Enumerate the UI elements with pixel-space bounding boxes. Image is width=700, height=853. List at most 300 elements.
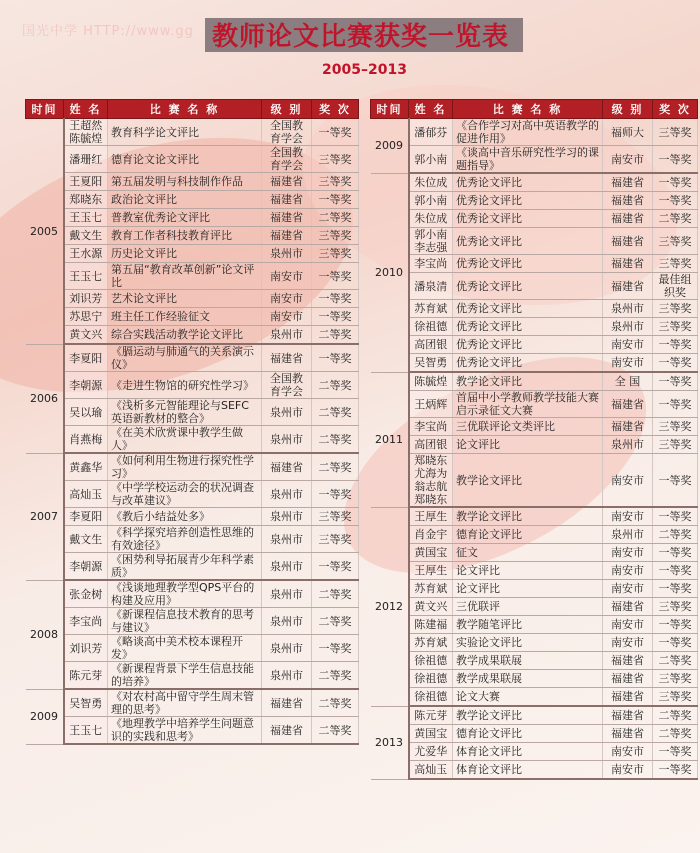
contest-cell: 《科学探究培养创造性思维的有效途径》 bbox=[108, 526, 262, 553]
award-cell: 一等奖 bbox=[653, 454, 698, 508]
name-cell: 王玉七 bbox=[64, 263, 108, 290]
name-cell: 高团银 bbox=[409, 436, 453, 454]
contest-cell: 教学论文评比 bbox=[453, 454, 603, 508]
award-cell: 三等奖 bbox=[653, 228, 698, 255]
award-cell: 二等奖 bbox=[312, 689, 359, 717]
name-cell: 刘识芳 bbox=[64, 290, 108, 308]
table-row bbox=[371, 562, 698, 580]
award-cell: 一等奖 bbox=[653, 544, 698, 562]
level-cell: 福建省 bbox=[603, 418, 653, 436]
table-row bbox=[371, 372, 698, 391]
table-row bbox=[371, 255, 698, 273]
award-cell: 二等奖 bbox=[312, 399, 359, 426]
name-cell: 徐祖德 bbox=[409, 670, 453, 688]
contest-cell: 优秀论文评比 bbox=[453, 210, 603, 228]
contest-cell: 教学论文评比 bbox=[453, 507, 603, 526]
contest-cell: 《中学学校运动会的状况调查与改革建议》 bbox=[108, 481, 262, 508]
award-cell: 一等奖 bbox=[653, 391, 698, 418]
award-cell: 三等奖 bbox=[312, 245, 359, 263]
table-row bbox=[26, 662, 359, 690]
table-header-row bbox=[371, 100, 698, 119]
level-cell: 福建省 bbox=[603, 670, 653, 688]
name-cell: 李夏阳 bbox=[64, 508, 108, 526]
level-cell: 泉州市 bbox=[603, 436, 653, 454]
table-row bbox=[371, 173, 698, 192]
name-cell: 王玉七 bbox=[64, 209, 108, 227]
name-cell: 陈元芽 bbox=[64, 662, 108, 690]
award-cell: 三等奖 bbox=[312, 508, 359, 526]
award-cell: 三等奖 bbox=[312, 146, 359, 173]
col-header-year: 时间 bbox=[26, 100, 64, 119]
table-row bbox=[371, 146, 698, 174]
contest-cell: 第五届“教育改革创新”论文评比 bbox=[108, 263, 262, 290]
contest-cell: 《如何利用生物进行探究性学习》 bbox=[108, 453, 262, 481]
name-cell: 黄国宝 bbox=[409, 725, 453, 743]
contest-cell: 教学成果联展 bbox=[453, 670, 603, 688]
name-cell: 高灿玉 bbox=[409, 761, 453, 780]
contest-cell: 《地理教学中培养学生问题意识的实践和思考》 bbox=[108, 717, 262, 745]
name-cell: 王厚生 bbox=[409, 507, 453, 526]
name-cell: 黄文兴 bbox=[409, 598, 453, 616]
award-cell: 一等奖 bbox=[653, 336, 698, 354]
level-cell: 福建省 bbox=[262, 191, 312, 209]
table-row bbox=[371, 634, 698, 652]
contest-cell: 优秀论文评比 bbox=[453, 255, 603, 273]
contest-cell: 优秀论文评比 bbox=[453, 192, 603, 210]
name-cell: 肖燕梅 bbox=[64, 426, 108, 454]
award-cell: 一等奖 bbox=[312, 290, 359, 308]
table-row bbox=[26, 245, 359, 263]
contest-cell: 《谈高中音乐研究性学习的课题指导》 bbox=[453, 146, 603, 174]
contest-cell: 三优联评 bbox=[453, 598, 603, 616]
award-cell: 三等奖 bbox=[653, 436, 698, 454]
table-row bbox=[371, 436, 698, 454]
page-title: 教师论文比赛获奖一览表 bbox=[212, 22, 510, 52]
table-row bbox=[371, 743, 698, 761]
level-cell: 福师大 bbox=[603, 119, 653, 146]
award-cell: 三等奖 bbox=[653, 255, 698, 273]
name-cell: 郭小南 bbox=[409, 146, 453, 174]
contest-cell: 优秀论文评比 bbox=[453, 300, 603, 318]
level-cell: 泉州市 bbox=[262, 608, 312, 635]
level-cell: 南安市 bbox=[603, 146, 653, 174]
name-cell: 尤爱华 bbox=[409, 743, 453, 761]
contest-cell: 三优联评论文类评比 bbox=[453, 418, 603, 436]
contest-cell: 优秀论文评比 bbox=[453, 273, 603, 300]
contest-cell: 普教室优秀论文评比 bbox=[108, 209, 262, 227]
contest-cell: 德育论文评比 bbox=[453, 526, 603, 544]
name-cell: 高团银 bbox=[409, 336, 453, 354]
level-cell: 泉州市 bbox=[262, 399, 312, 426]
level-cell: 泉州市 bbox=[603, 300, 653, 318]
table-row bbox=[26, 119, 359, 146]
contest-cell: 论文大赛 bbox=[453, 688, 603, 707]
awards-table-left bbox=[25, 99, 359, 745]
name-cell: 李朝源 bbox=[64, 553, 108, 581]
level-cell: 南安市 bbox=[262, 263, 312, 290]
level-cell: 南安市 bbox=[603, 580, 653, 598]
level-cell: 泉州市 bbox=[262, 481, 312, 508]
level-cell: 福建省 bbox=[603, 725, 653, 743]
award-cell: 一等奖 bbox=[653, 173, 698, 192]
table-row bbox=[371, 228, 698, 255]
contest-cell: 《合作学习对高中英语教学的促进作用》 bbox=[453, 119, 603, 146]
level-cell: 福建省 bbox=[603, 688, 653, 707]
col-header-contest: 比 赛 名 称 bbox=[453, 100, 603, 119]
level-cell: 福建省 bbox=[603, 652, 653, 670]
contest-cell: 优秀论文评比 bbox=[453, 354, 603, 373]
award-cell: 三等奖 bbox=[653, 119, 698, 146]
table-row bbox=[371, 526, 698, 544]
award-cell: 三等奖 bbox=[312, 173, 359, 191]
awards-table-left-body bbox=[26, 119, 359, 745]
table-row bbox=[26, 308, 359, 326]
level-cell: 南安市 bbox=[603, 761, 653, 780]
contest-cell: 《困势利导拓展青少年科学素质》 bbox=[108, 553, 262, 581]
table-row bbox=[26, 227, 359, 245]
contest-cell: 教育工作者科技教育评比 bbox=[108, 227, 262, 245]
level-cell: 全国教育学会 bbox=[262, 119, 312, 146]
level-cell: 福建省 bbox=[603, 598, 653, 616]
level-cell: 福建省 bbox=[603, 255, 653, 273]
contest-cell: 《膈运动与肺通气的关系演示仪》 bbox=[108, 344, 262, 372]
level-cell: 福建省 bbox=[603, 228, 653, 255]
table-row bbox=[26, 372, 359, 399]
table-row bbox=[26, 344, 359, 372]
contest-cell: 论文评比 bbox=[453, 580, 603, 598]
table-row bbox=[371, 507, 698, 526]
contest-cell: 教学随笔评比 bbox=[453, 616, 603, 634]
contest-cell: 《教后小结益处多》 bbox=[108, 508, 262, 526]
year-cell: 2011 bbox=[371, 372, 409, 507]
table-row bbox=[26, 608, 359, 635]
col-header-year: 时间 bbox=[371, 100, 409, 119]
table-row bbox=[371, 418, 698, 436]
level-cell: 泉州市 bbox=[262, 635, 312, 662]
table-row bbox=[371, 725, 698, 743]
name-cell: 黄国宝 bbox=[409, 544, 453, 562]
year-cell: 2009 bbox=[371, 119, 409, 174]
table-row bbox=[371, 670, 698, 688]
name-cell: 李朝源 bbox=[64, 372, 108, 399]
name-cell: 朱位成 bbox=[409, 173, 453, 192]
award-cell: 二等奖 bbox=[312, 453, 359, 481]
table-row bbox=[371, 336, 698, 354]
contest-cell: 德育论文论文评比 bbox=[108, 146, 262, 173]
level-cell: 福建省 bbox=[262, 209, 312, 227]
award-cell: 最佳组织奖 bbox=[653, 273, 698, 300]
award-cell: 一等奖 bbox=[653, 580, 698, 598]
site-header: 国光中学 HTTP://www.gg bbox=[22, 24, 194, 39]
name-cell: 郑晓东 尤海为 翁志航 郑晓东 bbox=[409, 454, 453, 508]
award-cell: 一等奖 bbox=[653, 146, 698, 174]
name-cell: 徐祖德 bbox=[409, 688, 453, 707]
award-cell: 二等奖 bbox=[653, 725, 698, 743]
award-cell: 二等奖 bbox=[653, 210, 698, 228]
name-cell: 陈毓煌 bbox=[409, 372, 453, 391]
year-cell: 2009 bbox=[26, 689, 64, 744]
level-cell: 南安市 bbox=[603, 743, 653, 761]
award-cell: 一等奖 bbox=[653, 743, 698, 761]
level-cell: 福建省 bbox=[603, 173, 653, 192]
col-header-name: 姓 名 bbox=[409, 100, 453, 119]
table-row bbox=[371, 544, 698, 562]
year-cell: 2010 bbox=[371, 173, 409, 372]
table-row bbox=[26, 263, 359, 290]
award-cell: 二等奖 bbox=[312, 580, 359, 608]
name-cell: 张金树 bbox=[64, 580, 108, 608]
award-cell: 三等奖 bbox=[312, 526, 359, 553]
level-cell: 福建省 bbox=[603, 192, 653, 210]
name-cell: 苏育斌 bbox=[409, 580, 453, 598]
level-cell: 福建省 bbox=[262, 227, 312, 245]
level-cell: 南安市 bbox=[603, 616, 653, 634]
contest-cell: 《浅谈地理教学型QPS平台的构建及应用》 bbox=[108, 580, 262, 608]
level-cell: 全 国 bbox=[603, 372, 653, 391]
table-row bbox=[371, 652, 698, 670]
year-cell: 2006 bbox=[26, 344, 64, 453]
award-cell: 三等奖 bbox=[653, 318, 698, 336]
col-header-name: 姓 名 bbox=[64, 100, 108, 119]
table-row bbox=[371, 454, 698, 508]
level-cell: 南安市 bbox=[603, 562, 653, 580]
name-cell: 徐祖德 bbox=[409, 652, 453, 670]
year-range: 2005–2013 bbox=[322, 62, 407, 78]
award-cell: 二等奖 bbox=[312, 426, 359, 454]
contest-cell: 教学论文评比 bbox=[453, 372, 603, 391]
level-cell: 福建省 bbox=[603, 706, 653, 725]
contest-cell: 《走进生物馆的研究性学习》 bbox=[108, 372, 262, 399]
col-header-contest: 比 赛 名 称 bbox=[108, 100, 262, 119]
award-cell: 三等奖 bbox=[653, 598, 698, 616]
table-row bbox=[371, 192, 698, 210]
table-row bbox=[26, 481, 359, 508]
level-cell: 福建省 bbox=[262, 344, 312, 372]
year-cell: 2007 bbox=[26, 453, 64, 580]
table-row bbox=[26, 426, 359, 454]
contest-cell: 论文评比 bbox=[453, 562, 603, 580]
award-cell: 二等奖 bbox=[312, 717, 359, 745]
award-cell: 一等奖 bbox=[312, 635, 359, 662]
contest-cell: 《在美术欣赏课中教学生做人》 bbox=[108, 426, 262, 454]
contest-cell: 体育论文评比 bbox=[453, 743, 603, 761]
contest-cell: 优秀论文评比 bbox=[453, 318, 603, 336]
name-cell: 王炳辉 bbox=[409, 391, 453, 418]
table-row bbox=[26, 146, 359, 173]
award-cell: 二等奖 bbox=[312, 372, 359, 399]
table-row bbox=[26, 526, 359, 553]
table-row bbox=[26, 508, 359, 526]
level-cell: 福建省 bbox=[262, 717, 312, 745]
name-cell: 郭小南 李志强 bbox=[409, 228, 453, 255]
awards-table-right-body bbox=[371, 119, 698, 780]
award-cell: 一等奖 bbox=[312, 481, 359, 508]
award-cell: 一等奖 bbox=[312, 553, 359, 581]
name-cell: 黄文兴 bbox=[64, 326, 108, 345]
name-cell: 李宝尚 bbox=[409, 255, 453, 273]
table-row bbox=[26, 453, 359, 481]
level-cell: 泉州市 bbox=[262, 553, 312, 581]
level-cell: 南安市 bbox=[262, 308, 312, 326]
contest-cell: 班主任工作经验征文 bbox=[108, 308, 262, 326]
contest-cell: 艺术论文评比 bbox=[108, 290, 262, 308]
table-row bbox=[371, 318, 698, 336]
name-cell: 李夏阳 bbox=[64, 344, 108, 372]
table-row bbox=[26, 553, 359, 581]
contest-cell: 体育论文评比 bbox=[453, 761, 603, 780]
name-cell: 戴文生 bbox=[64, 227, 108, 245]
level-cell: 福建省 bbox=[262, 453, 312, 481]
name-cell: 黄鑫华 bbox=[64, 453, 108, 481]
level-cell: 泉州市 bbox=[262, 580, 312, 608]
table-row bbox=[26, 209, 359, 227]
award-cell: 二等奖 bbox=[312, 209, 359, 227]
name-cell: 郭小南 bbox=[409, 192, 453, 210]
contest-cell: 教学成果联展 bbox=[453, 652, 603, 670]
contest-cell: 历史论文评比 bbox=[108, 245, 262, 263]
award-cell: 二等奖 bbox=[653, 526, 698, 544]
name-cell: 李宝尚 bbox=[409, 418, 453, 436]
award-cell: 一等奖 bbox=[312, 308, 359, 326]
contest-cell: 首届中小学教师教学技能大赛启示录征文大赛 bbox=[453, 391, 603, 418]
award-cell: 三等奖 bbox=[653, 300, 698, 318]
col-header-level: 级 别 bbox=[262, 100, 312, 119]
table-row bbox=[371, 616, 698, 634]
year-cell: 2012 bbox=[371, 507, 409, 706]
name-cell: 潘珊红 bbox=[64, 146, 108, 173]
award-cell: 二等奖 bbox=[312, 608, 359, 635]
level-cell: 南安市 bbox=[262, 290, 312, 308]
name-cell: 徐祖德 bbox=[409, 318, 453, 336]
name-cell: 朱位成 bbox=[409, 210, 453, 228]
award-cell: 三等奖 bbox=[653, 418, 698, 436]
name-cell: 王厚生 bbox=[409, 562, 453, 580]
col-header-award: 奖 次 bbox=[312, 100, 359, 119]
table-row bbox=[371, 273, 698, 300]
contest-cell: 优秀论文评比 bbox=[453, 228, 603, 255]
award-cell: 三等奖 bbox=[653, 670, 698, 688]
col-header-award: 奖 次 bbox=[653, 100, 698, 119]
table-row bbox=[26, 399, 359, 426]
award-cell: 一等奖 bbox=[312, 119, 359, 146]
name-cell: 王玉七 bbox=[64, 717, 108, 745]
year-cell: 2005 bbox=[26, 119, 64, 345]
award-cell: 二等奖 bbox=[312, 326, 359, 345]
contest-cell: 征文 bbox=[453, 544, 603, 562]
level-cell: 全国教育学会 bbox=[262, 372, 312, 399]
name-cell: 吴智勇 bbox=[64, 689, 108, 717]
table-header-row bbox=[26, 100, 359, 119]
table-row bbox=[371, 688, 698, 707]
level-cell: 南安市 bbox=[603, 454, 653, 508]
award-cell: 二等奖 bbox=[653, 652, 698, 670]
level-cell: 福建省 bbox=[262, 689, 312, 717]
table-row bbox=[371, 706, 698, 725]
contest-cell: 德育论文评比 bbox=[453, 725, 603, 743]
level-cell: 南安市 bbox=[603, 544, 653, 562]
contest-cell: 《新课程信息技术教育的思考与建议》 bbox=[108, 608, 262, 635]
table-row bbox=[371, 119, 698, 146]
table-row bbox=[26, 689, 359, 717]
name-cell: 苏思宁 bbox=[64, 308, 108, 326]
award-cell: 一等奖 bbox=[653, 634, 698, 652]
award-cell: 一等奖 bbox=[653, 761, 698, 780]
award-cell: 一等奖 bbox=[653, 354, 698, 373]
name-cell: 潘郁芬 bbox=[409, 119, 453, 146]
award-cell: 二等奖 bbox=[312, 662, 359, 690]
level-cell: 南安市 bbox=[603, 634, 653, 652]
table-row bbox=[26, 173, 359, 191]
level-cell: 福建省 bbox=[262, 173, 312, 191]
year-cell: 2008 bbox=[26, 580, 64, 689]
level-cell: 泉州市 bbox=[262, 426, 312, 454]
contest-cell: 综合实践活动教学论文评比 bbox=[108, 326, 262, 345]
col-header-level: 级 别 bbox=[603, 100, 653, 119]
name-cell: 吴以瑜 bbox=[64, 399, 108, 426]
level-cell: 福建省 bbox=[603, 391, 653, 418]
name-cell: 吴智勇 bbox=[409, 354, 453, 373]
table-row bbox=[371, 300, 698, 318]
table-row bbox=[371, 391, 698, 418]
table-row bbox=[26, 290, 359, 308]
table-row bbox=[371, 580, 698, 598]
award-cell: 一等奖 bbox=[653, 507, 698, 526]
level-cell: 泉州市 bbox=[603, 526, 653, 544]
awards-table-right bbox=[370, 99, 698, 780]
level-cell: 泉州市 bbox=[262, 508, 312, 526]
contest-cell: 实验论文评比 bbox=[453, 634, 603, 652]
table-row bbox=[371, 210, 698, 228]
level-cell: 泉州市 bbox=[262, 662, 312, 690]
level-cell: 福建省 bbox=[603, 210, 653, 228]
contest-cell: 政治论文评比 bbox=[108, 191, 262, 209]
level-cell: 泉州市 bbox=[262, 526, 312, 553]
name-cell: 刘识芳 bbox=[64, 635, 108, 662]
table-row bbox=[371, 761, 698, 780]
award-cell: 一等奖 bbox=[653, 562, 698, 580]
award-cell: 一等奖 bbox=[312, 191, 359, 209]
level-cell: 南安市 bbox=[603, 336, 653, 354]
name-cell: 陈建福 bbox=[409, 616, 453, 634]
table-row bbox=[26, 326, 359, 345]
award-cell: 三等奖 bbox=[653, 688, 698, 707]
name-cell: 苏育斌 bbox=[409, 300, 453, 318]
contest-cell: 《新课程背景下学生信息技能的培养》 bbox=[108, 662, 262, 690]
year-cell: 2013 bbox=[371, 706, 409, 779]
award-cell: 二等奖 bbox=[653, 706, 698, 725]
award-cell: 三等奖 bbox=[312, 227, 359, 245]
level-cell: 全国教育学会 bbox=[262, 146, 312, 173]
name-cell: 王超然 陈毓煌 bbox=[64, 119, 108, 146]
level-cell: 泉州市 bbox=[262, 245, 312, 263]
award-cell: 一等奖 bbox=[312, 263, 359, 290]
table-row bbox=[26, 191, 359, 209]
level-cell: 福建省 bbox=[603, 273, 653, 300]
level-cell: 泉州市 bbox=[262, 326, 312, 345]
contest-cell: 教学论文评比 bbox=[453, 706, 603, 725]
contest-cell: 论文评比 bbox=[453, 436, 603, 454]
award-cell: 一等奖 bbox=[653, 372, 698, 391]
name-cell: 肖金宇 bbox=[409, 526, 453, 544]
table-row bbox=[26, 580, 359, 608]
table-row bbox=[371, 598, 698, 616]
contest-cell: 教育科学论文评比 bbox=[108, 119, 262, 146]
contest-cell: 优秀论文评比 bbox=[453, 173, 603, 192]
award-cell: 一等奖 bbox=[653, 192, 698, 210]
name-cell: 潘泉清 bbox=[409, 273, 453, 300]
contest-cell: 第五届发明与科技制作作品 bbox=[108, 173, 262, 191]
award-cell: 一等奖 bbox=[312, 344, 359, 372]
